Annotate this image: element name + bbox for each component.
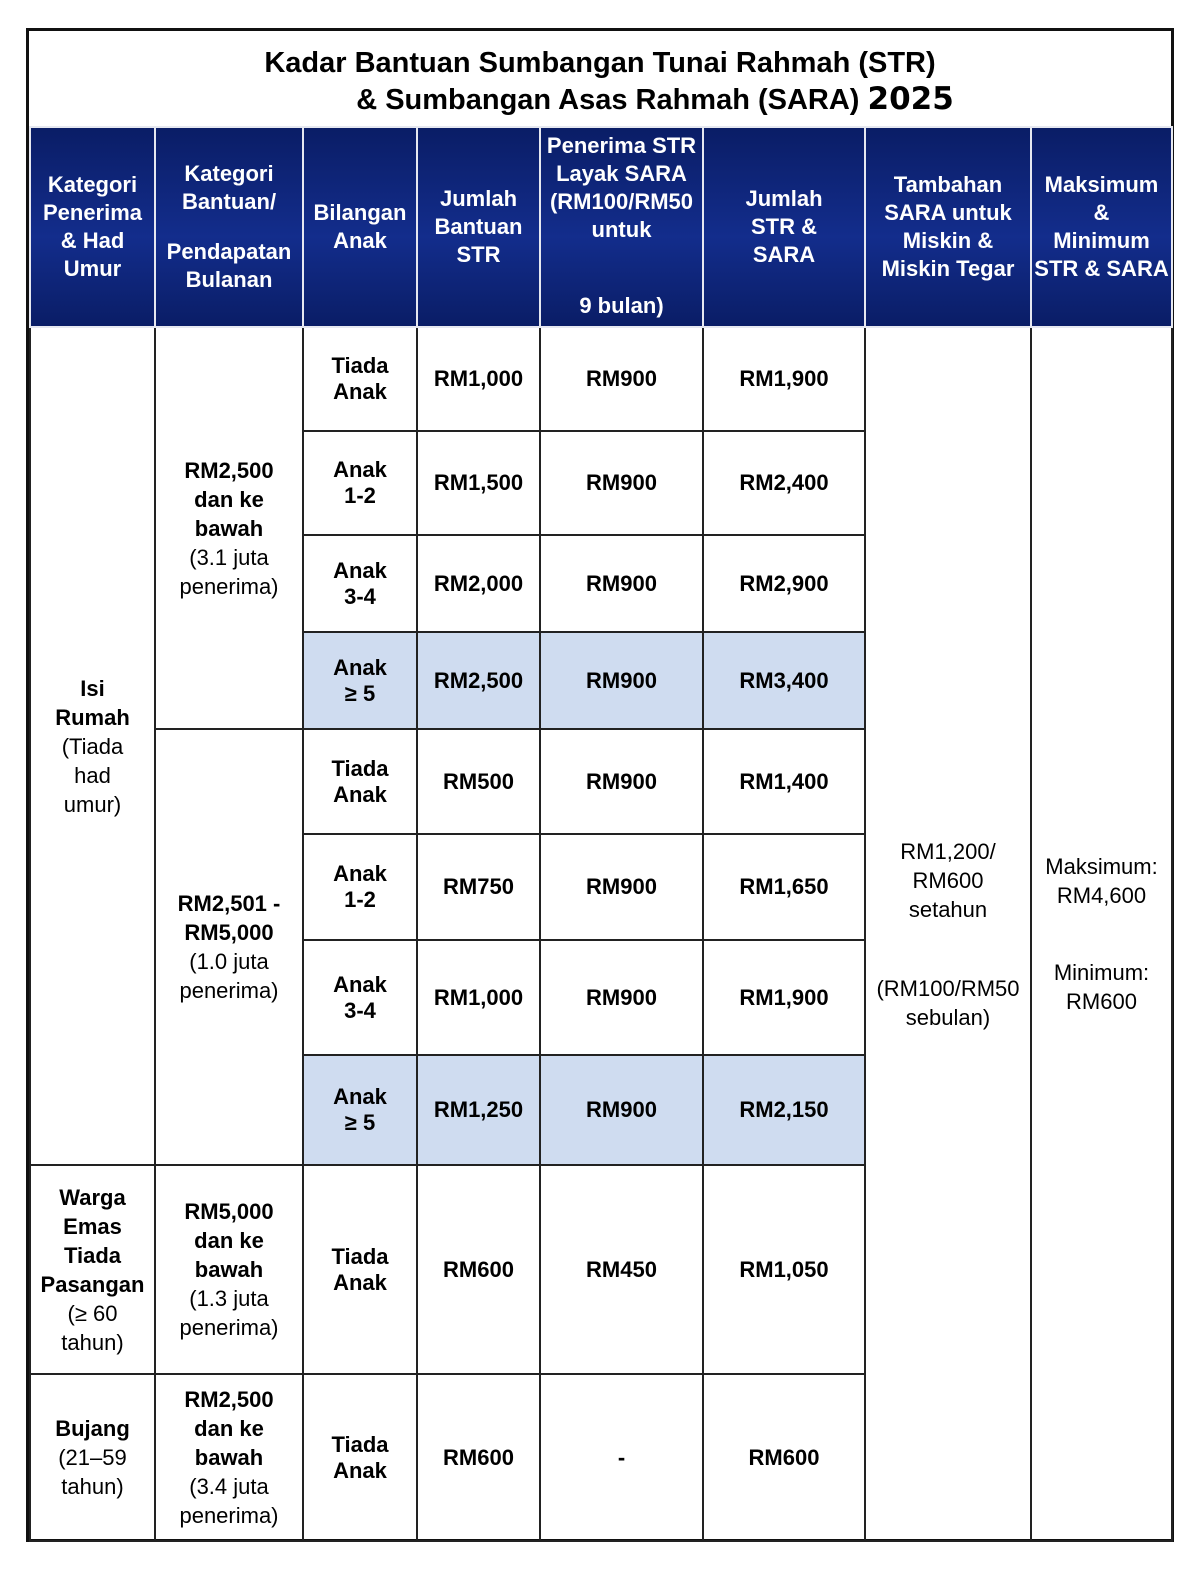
rates-table bbox=[29, 126, 1173, 1542]
str-amount: RM750 bbox=[417, 834, 540, 940]
sara-amount: RM450 bbox=[540, 1165, 703, 1374]
total-amount: RM600 bbox=[703, 1374, 865, 1541]
total-amount: RM2,150 bbox=[703, 1055, 865, 1165]
sara-amount: RM900 bbox=[540, 1055, 703, 1165]
header-tambahan-sara: Tambahan SARA untuk Miskin & Miskin Tegar bbox=[865, 127, 1031, 327]
total-amount: RM2,900 bbox=[703, 535, 865, 632]
str-amount: RM2,500 bbox=[417, 632, 540, 729]
anak-count: Anak 1-2 bbox=[303, 431, 417, 535]
total-amount: RM2,400 bbox=[703, 431, 865, 535]
total-amount: RM1,900 bbox=[703, 327, 865, 431]
sara-amount: - bbox=[540, 1374, 703, 1541]
str-amount: RM600 bbox=[417, 1165, 540, 1374]
income-group-3: RM5,000 dan ke bawah (1.3 juta penerima) bbox=[155, 1165, 303, 1374]
sara-amount: RM900 bbox=[540, 834, 703, 940]
anak-count: Tiada Anak bbox=[303, 327, 417, 431]
header-jumlah-str-sara: Jumlah STR & SARA bbox=[703, 127, 865, 327]
category-bujang: Bujang (21–59 tahun) bbox=[30, 1374, 155, 1541]
sara-amount: RM900 bbox=[540, 327, 703, 431]
income-group-4: RM2,500 dan ke bawah (3.4 juta penerima) bbox=[155, 1374, 303, 1541]
anak-count: Anak 1-2 bbox=[303, 834, 417, 940]
header-maksimum-minimum: Maksimum & Minimum STR & SARA bbox=[1031, 127, 1172, 327]
sara-amount: RM900 bbox=[540, 535, 703, 632]
income-group-2: RM2,501 - RM5,000 (1.0 juta penerima) bbox=[155, 729, 303, 1165]
total-amount: RM3,400 bbox=[703, 632, 865, 729]
total-amount: RM1,650 bbox=[703, 834, 865, 940]
anak-count: Anak 3-4 bbox=[303, 535, 417, 632]
sara-amount: RM900 bbox=[540, 632, 703, 729]
str-amount: RM1,500 bbox=[417, 431, 540, 535]
total-amount: RM1,400 bbox=[703, 729, 865, 834]
page-title bbox=[29, 31, 1171, 126]
anak-count: Tiada Anak bbox=[303, 729, 417, 834]
anak-count: Tiada Anak bbox=[303, 1165, 417, 1374]
sara-amount: RM900 bbox=[540, 431, 703, 535]
table-row bbox=[30, 327, 1172, 431]
title-line-1: Kadar Bantuan Sumbangan Tunai Rahmah (STR) bbox=[264, 47, 936, 79]
category-isi-rumah: Isi Rumah (Tiada had umur) bbox=[30, 327, 155, 1165]
header-kategori-penerima: Kategori Penerima & Had Umur bbox=[30, 127, 155, 327]
anak-count: Anak ≥ 5 bbox=[303, 1055, 417, 1165]
str-amount: RM500 bbox=[417, 729, 540, 834]
title-year: 2025 bbox=[867, 81, 954, 117]
anak-count: Anak ≥ 5 bbox=[303, 632, 417, 729]
header-kategori-bantuan: Kategori Bantuan/ Pendapatan Bulanan bbox=[155, 127, 303, 327]
anak-count: Anak 3-4 bbox=[303, 940, 417, 1055]
document-frame bbox=[26, 28, 1174, 1542]
income-group-1: RM2,500 dan ke bawah (3.1 juta penerima) bbox=[155, 327, 303, 729]
str-amount: RM600 bbox=[417, 1374, 540, 1541]
sara-amount: RM900 bbox=[540, 940, 703, 1055]
category-warga-emas: Warga Emas Tiada Pasangan (≥ 60 tahun) bbox=[30, 1165, 155, 1374]
header-penerima-str-layak-sara: Penerima STR Layak SARA (RM100/RM50 untuk 9 bulan) bbox=[540, 127, 703, 327]
total-amount: RM1,050 bbox=[703, 1165, 865, 1374]
total-amount: RM1,900 bbox=[703, 940, 865, 1055]
anak-count: Tiada Anak bbox=[303, 1374, 417, 1541]
tambahan-sara-value: RM1,200/ RM600 setahun (RM100/RM50 sebulan) bbox=[865, 327, 1031, 1541]
sara-amount: RM900 bbox=[540, 729, 703, 834]
title-line-2: & Sumbangan Asas Rahmah (SARA) 2025 bbox=[356, 81, 954, 117]
str-amount: RM1,000 bbox=[417, 327, 540, 431]
header-row bbox=[30, 127, 1172, 327]
header-jumlah-bantuan-str: Jumlah Bantuan STR bbox=[417, 127, 540, 327]
maksimum-minimum-value: Maksimum: RM4,600 Minimum: RM600 bbox=[1031, 327, 1172, 1541]
str-amount: RM1,000 bbox=[417, 940, 540, 1055]
str-amount: RM2,000 bbox=[417, 535, 540, 632]
str-amount: RM1,250 bbox=[417, 1055, 540, 1165]
header-bilangan-anak: Bilangan Anak bbox=[303, 127, 417, 327]
